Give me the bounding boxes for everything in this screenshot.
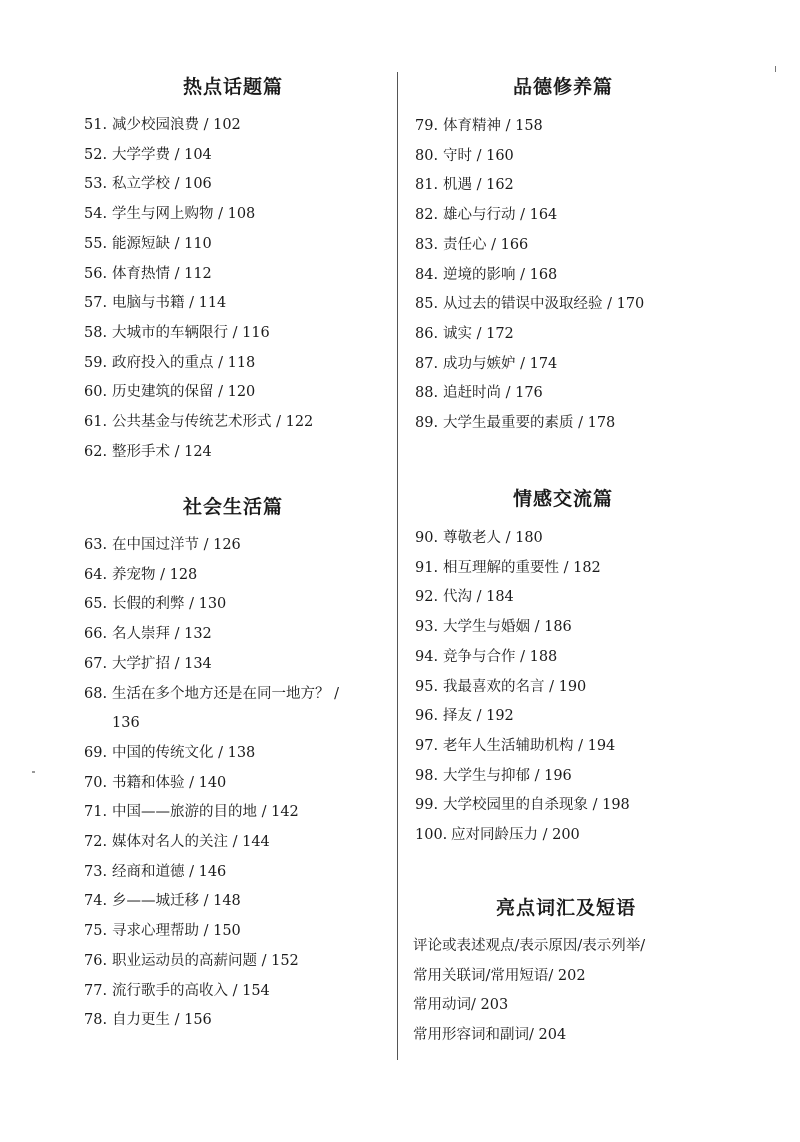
entry-number: 65. <box>84 596 108 613</box>
toc-entry[interactable] <box>415 762 630 792</box>
entry-number: 67. <box>84 655 108 672</box>
entry-number: 58. <box>84 324 108 341</box>
vocabulary-line[interactable]: 常用动词/ 203 <box>413 997 509 1013</box>
stray-mark <box>32 771 35 773</box>
corner-mark <box>775 66 776 72</box>
entry-title: 长假的利弊 / 130 <box>112 596 227 613</box>
entry-title: 大学扩招 / 134 <box>112 655 212 672</box>
toc-entry[interactable] <box>84 230 313 260</box>
social-life-list <box>84 531 342 1036</box>
entry-title: 书籍和体验 / 140 <box>112 774 227 791</box>
entry-title: 生活在多个地方还是在同一地方？ / 136 <box>112 685 339 732</box>
toc-entry[interactable] <box>415 643 630 673</box>
entry-title: 经商和道德 / 146 <box>112 863 227 880</box>
entry-number: 91. <box>415 559 439 576</box>
entry-number: 92. <box>415 589 439 606</box>
column-divider <box>397 72 398 1060</box>
entry-number: 78. <box>84 1012 108 1029</box>
entry-number: 73. <box>84 863 108 880</box>
entry-title: 尊敬老人 / 180 <box>443 530 543 546</box>
entry-number: 99. <box>415 797 439 814</box>
entry-number: 57. <box>84 295 108 312</box>
toc-entry[interactable] <box>415 320 644 350</box>
toc-entry[interactable] <box>84 680 342 739</box>
entry-title: 应对同龄压力 / 200 <box>451 827 580 844</box>
entry-title: 老年人生活辅助机构 / 194 <box>443 737 616 754</box>
entry-number: 60. <box>84 384 108 401</box>
entry-number: 56. <box>84 265 108 282</box>
toc-entry[interactable] <box>84 858 342 888</box>
toc-entry[interactable] <box>415 791 630 821</box>
entry-title: 责任心 / 166 <box>443 236 529 253</box>
entry-number: 61. <box>84 414 108 431</box>
entry-title: 在中国过洋节 / 126 <box>112 537 241 553</box>
entry-title: 电脑与书籍 / 114 <box>112 295 227 312</box>
character-list <box>415 112 644 439</box>
entry-number: 64. <box>84 566 108 583</box>
toc-entry[interactable] <box>415 261 644 291</box>
entry-number: 87. <box>415 355 439 372</box>
entry-title: 减少校园浪费 / 102 <box>112 117 241 133</box>
toc-entry[interactable] <box>415 554 630 584</box>
entry-title: 养宠物 / 128 <box>112 566 198 583</box>
entry-title: 大城市的车辆限行 / 116 <box>112 324 270 341</box>
entry-number: 97. <box>415 737 439 754</box>
toc-entry[interactable] <box>415 350 644 380</box>
entry-number: 75. <box>84 923 108 940</box>
entry-title: 媒体对名人的关注 / 144 <box>112 834 270 851</box>
entry-number: 96. <box>415 708 439 725</box>
toc-entry[interactable] <box>415 524 630 554</box>
entry-title: 职业运动员的高薪问题 / 152 <box>112 952 299 969</box>
toc-entry[interactable] <box>415 673 630 703</box>
entry-title: 体育精神 / 158 <box>443 118 543 134</box>
toc-entry[interactable] <box>84 531 342 561</box>
entry-title: 大学生与婚姻 / 186 <box>443 619 572 636</box>
entry-title: 从过去的错误中汲取经验 / 170 <box>443 296 645 313</box>
entry-title: 历史建筑的保留 / 120 <box>112 384 256 401</box>
hot-topics-list <box>84 111 313 467</box>
toc-entry[interactable] <box>415 171 644 201</box>
toc-entry[interactable] <box>415 379 644 409</box>
toc-entry[interactable] <box>84 769 342 799</box>
toc-entry[interactable] <box>415 201 644 231</box>
entry-number: 72. <box>84 834 108 851</box>
entry-number: 83. <box>415 236 439 253</box>
entry-title: 择友 / 192 <box>443 708 514 725</box>
entry-title: 相互理解的重要性 / 182 <box>443 559 601 576</box>
entry-title: 大学学费 / 104 <box>112 146 212 163</box>
toc-entry[interactable] <box>84 408 313 438</box>
toc-entry[interactable] <box>84 977 342 1007</box>
toc-entry[interactable] <box>415 231 644 261</box>
entry-title: 能源短缺 / 110 <box>112 235 212 252</box>
toc-entry[interactable] <box>84 828 342 858</box>
toc-entry[interactable] <box>84 438 313 468</box>
entry-number: 89. <box>415 415 439 432</box>
entry-title: 成功与嫉妒 / 174 <box>443 355 558 372</box>
entry-number: 88. <box>415 385 439 402</box>
entry-number: 81. <box>415 177 439 194</box>
vocabulary-list <box>413 932 645 1050</box>
entry-number: 93. <box>415 619 439 636</box>
entry-number: 53. <box>84 176 108 193</box>
toc-entry[interactable] <box>84 887 342 917</box>
entry-title: 守时 / 160 <box>443 147 514 164</box>
entry-title: 我最喜欢的名言 / 190 <box>443 678 587 695</box>
entry-title: 政府投入的重点 / 118 <box>112 354 256 371</box>
toc-entry[interactable] <box>415 702 630 732</box>
toc-entry[interactable] <box>84 349 313 379</box>
emotion-list <box>415 524 630 851</box>
entry-title: 整形手术 / 124 <box>112 443 212 460</box>
toc-entry[interactable] <box>84 289 313 319</box>
entry-title: 中国——旅游的目的地 / 142 <box>112 804 299 821</box>
toc-entry[interactable] <box>84 378 313 408</box>
entry-number: 69. <box>84 744 108 761</box>
entry-number: 85. <box>415 296 439 313</box>
section-title-emotion: 情感交流篇 <box>513 488 614 510</box>
entry-number: 74. <box>84 893 108 910</box>
entry-number: 90. <box>415 530 439 546</box>
toc-entry[interactable] <box>415 409 644 439</box>
entry-title: 大学生最重要的素质 / 178 <box>443 415 616 432</box>
toc-entry[interactable] <box>84 319 313 349</box>
entry-number: 71. <box>84 804 108 821</box>
entry-title: 代沟 / 184 <box>443 589 514 606</box>
entry-title: 学生与网上购物 / 108 <box>112 206 256 223</box>
entry-number: 76. <box>84 952 108 969</box>
entry-title: 逆境的影响 / 168 <box>443 266 558 283</box>
entry-number: 59. <box>84 354 108 371</box>
entry-title: 公共基金与传统艺术形式 / 122 <box>112 414 314 431</box>
entry-title: 寻求心理帮助 / 150 <box>112 923 241 940</box>
toc-entry[interactable] <box>415 821 630 851</box>
entry-title: 乡——城迁移 / 148 <box>112 893 241 910</box>
toc-entry[interactable] <box>84 200 313 230</box>
toc-entry[interactable] <box>84 260 313 290</box>
entry-number: 77. <box>84 982 108 999</box>
toc-entry[interactable] <box>84 917 342 947</box>
toc-entry[interactable] <box>84 590 342 620</box>
entry-title: 雄心与行动 / 164 <box>443 207 558 224</box>
toc-entry[interactable] <box>84 620 342 650</box>
toc-entry[interactable] <box>415 142 644 172</box>
entry-title: 流行歌手的高收入 / 154 <box>112 982 270 999</box>
toc-entry[interactable] <box>84 947 342 977</box>
entry-title: 竞争与合作 / 188 <box>443 648 558 665</box>
entry-number: 54. <box>84 206 108 223</box>
entry-title: 名人崇拜 / 132 <box>112 626 212 643</box>
entry-title: 自力更生 / 156 <box>112 1012 212 1029</box>
toc-entry[interactable] <box>84 1006 342 1036</box>
entry-number: 79. <box>415 118 439 134</box>
section-title-hot-topics: 热点话题篇 <box>183 76 284 98</box>
section-title-character: 品德修养篇 <box>513 76 614 98</box>
toc-entry[interactable] <box>415 732 630 762</box>
toc-entry[interactable] <box>415 112 644 142</box>
toc-entry[interactable] <box>84 111 313 141</box>
toc-entry[interactable] <box>84 141 313 171</box>
entry-number: 86. <box>415 325 439 342</box>
toc-entry[interactable] <box>84 650 342 680</box>
vocabulary-line[interactable]: 常用关联词/常用短语/ 202 <box>413 967 586 984</box>
entry-number: 80. <box>415 147 439 164</box>
vocabulary-line[interactable]: 评论或表述观点/表示原因/表示列举/ <box>413 938 646 954</box>
entry-number: 52. <box>84 146 108 163</box>
entry-number: 63. <box>84 537 108 553</box>
section-title-vocabulary: 亮点词汇及短语 <box>496 897 637 919</box>
entry-number: 98. <box>415 767 439 784</box>
entry-number: 55. <box>84 235 108 252</box>
entry-number: 66. <box>84 626 108 643</box>
entry-title: 大学校园里的自杀现象 / 198 <box>443 797 630 814</box>
vocabulary-line[interactable]: 常用形容词和副词/ 204 <box>413 1026 567 1043</box>
toc-entry[interactable] <box>84 170 313 200</box>
entry-number: 51. <box>84 117 108 133</box>
entry-number: 68. <box>84 685 108 702</box>
entry-title: 机遇 / 162 <box>443 177 514 194</box>
entry-number: 100. <box>415 827 448 844</box>
entry-number: 84. <box>415 266 439 283</box>
toc-entry[interactable] <box>84 739 342 769</box>
toc-entry[interactable] <box>415 613 630 643</box>
entry-number: 82. <box>415 207 439 224</box>
section-title-social-life: 社会生活篇 <box>183 496 284 518</box>
entry-title: 诚实 / 172 <box>443 325 514 342</box>
entry-title: 体育热情 / 112 <box>112 265 212 282</box>
toc-entry[interactable] <box>84 798 342 828</box>
entry-number: 95. <box>415 678 439 695</box>
toc-entry[interactable] <box>84 561 342 591</box>
entry-title: 私立学校 / 106 <box>112 176 212 193</box>
toc-entry[interactable] <box>415 583 630 613</box>
entry-title: 中国的传统文化 / 138 <box>112 744 256 761</box>
entry-number: 94. <box>415 648 439 665</box>
entry-number: 70. <box>84 774 108 791</box>
toc-entry[interactable] <box>415 290 644 320</box>
entry-title: 大学生与抑郁 / 196 <box>443 767 572 784</box>
entry-title: 追赶时尚 / 176 <box>443 385 543 402</box>
entry-number: 62. <box>84 443 108 460</box>
